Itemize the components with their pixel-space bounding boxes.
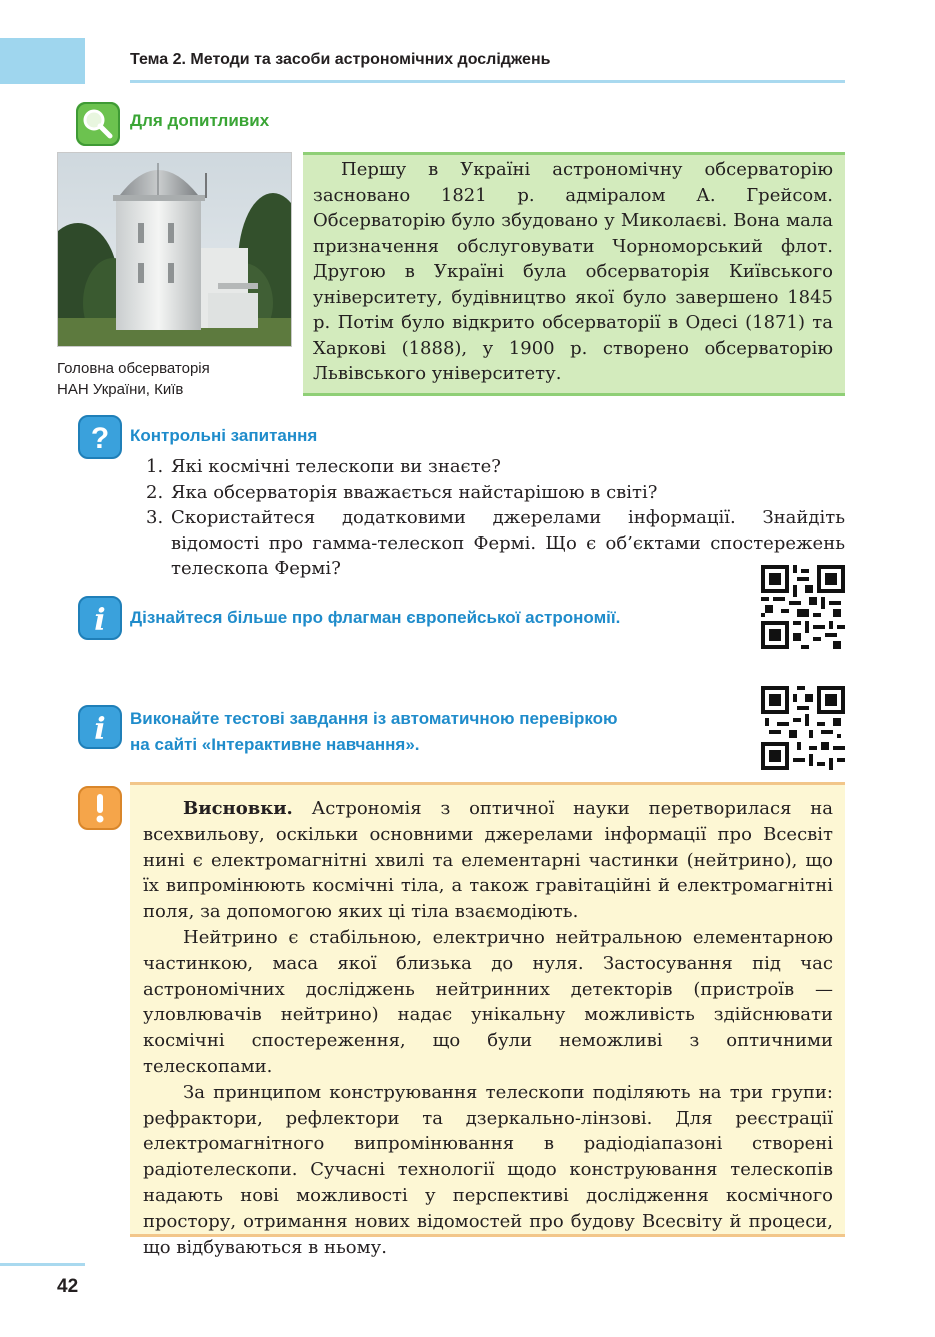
exclamation-icon xyxy=(78,786,122,830)
info-icon xyxy=(78,705,122,749)
tests-text-line: на сайті «Інтерактивне навчання». xyxy=(130,735,420,754)
header-divider xyxy=(130,80,845,83)
photo-caption xyxy=(57,358,287,400)
question-number: 1. xyxy=(146,456,164,477)
curious-text: Першу в Україні астрономічну обсерваторію засновано 1821 р. адміралом А. Грейсом. Обсерваторію було збудовано у Миколаєві. Вона мала призначення обслуговувати Чорноморський флот. Другою в Україні була обсерваторія Київського університету, будівництво якої було завершено 1845 р. Потім було відкрито обсерваторії в Одесі (1871) та Харкові (1888), у 1900 р. створено обсерваторію Львівського університету. xyxy=(313,159,833,384)
photo-caption-line: НАН України, Київ xyxy=(57,381,184,398)
svg-text:i: i xyxy=(94,603,106,638)
page-header-title: Тема 2. Методи та засоби астрономічних досліджень xyxy=(130,51,551,68)
conclusions-lead: Висновки. xyxy=(183,798,293,819)
conclusions-paragraph xyxy=(143,796,833,925)
list-item xyxy=(146,505,845,582)
qr-code-learn-more[interactable] xyxy=(761,565,845,649)
header-corner-tab xyxy=(0,38,85,84)
learn-more-text: Дізнайтеся більше про флагман європейської астрономії. xyxy=(130,608,621,627)
photo-caption-line: Головна обсерваторія xyxy=(57,360,210,377)
conclusions-text xyxy=(143,796,833,1260)
question-number: 2. xyxy=(146,481,164,503)
observatory-photo xyxy=(57,152,292,347)
question-text: Скористайтеся додатковими джерелами інформації. Знайдіть відомості про гамма-телескоп Фермі. Що є об’єктами спостережень телескопа Фермі? xyxy=(171,507,845,579)
magnifier-icon xyxy=(76,102,120,146)
footer-divider xyxy=(0,1263,85,1266)
question-number: 3. xyxy=(146,507,164,528)
tests-text xyxy=(130,706,618,758)
conclusions-paragraph-text: Астрономія з оптичної науки перетворилася на всехвильову, оскільки основними джерелами інформації про Всесвіт нині є електромагнітні хвилі та елементарні частинки (нейтрино), що їх випромінюють космічні тіла, а також гравітаційні й електромагнітні поля, за допомогою яких ці тіла взаємодіють. xyxy=(143,798,833,923)
question-text: Які космічні телескопи ви знаєте? xyxy=(171,456,501,477)
info-icon xyxy=(78,596,122,640)
conclusions-paragraph: За принципом конструювання телескопи поділяють на три групи: рефрактори, рефлектори та дзеркально-лінзові. Для реєстрації електромагнітного випромінювання в радіодіапазоні створені радіотелескопи. Сучасні технології щодо конструювання телескопів надають нові можливості у перспективі дослідження космічного простору, отримання нових відомостей про будову Всесвіту й процеси, що відбуваються в ньому. xyxy=(143,1081,833,1258)
question-icon xyxy=(78,415,122,459)
svg-text:?: ? xyxy=(90,422,110,455)
tests-text-line: Виконайте тестові завдання із автоматичною перевіркою xyxy=(130,709,618,728)
qr-code-tests[interactable] xyxy=(761,686,845,770)
list-item xyxy=(146,454,845,480)
list-item xyxy=(146,480,845,506)
question-text: Яка обсерваторія вважається найстарішою в світі? xyxy=(171,481,658,503)
curious-heading: Для допитливих xyxy=(130,111,270,130)
control-heading: Контрольні запитання xyxy=(130,426,318,445)
page-number: 42 xyxy=(57,1276,79,1297)
question-list xyxy=(146,454,845,582)
svg-text:i: i xyxy=(94,712,106,747)
conclusions-paragraph: Нейтрино є стабільною, електрично нейтральною елементарною частинкою, маса якої близька до нуля. Застосування під час астрономічних досліджень нейтринних детекторів (пристроїв — уловлювачів нейтрино) надає унікальну можливість здійснювати космічні спостереження, що були неможливі з оптичними телескопами. xyxy=(143,926,833,1077)
